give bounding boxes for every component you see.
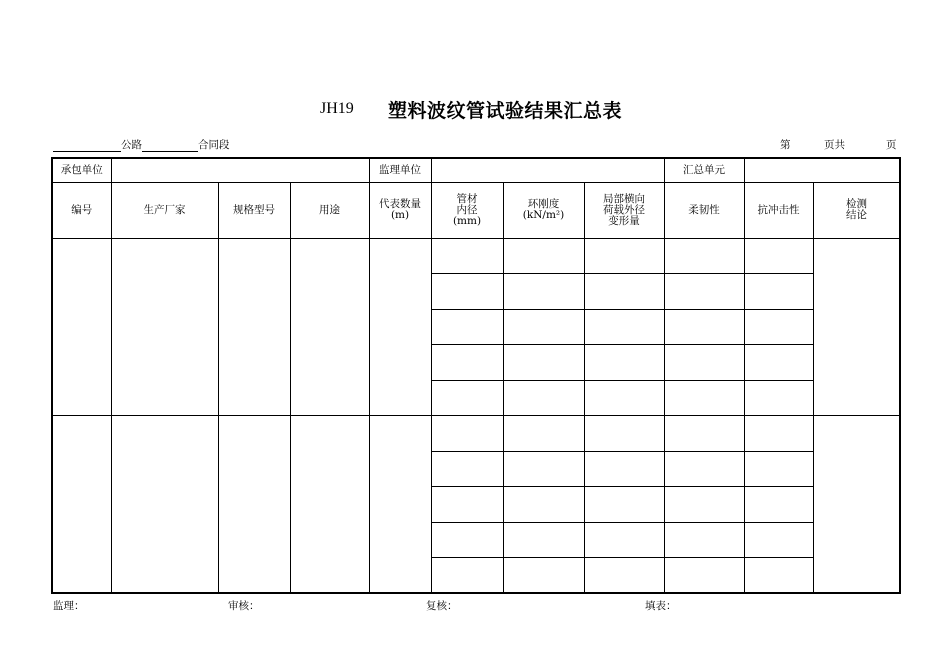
cell[interactable] — [584, 522, 664, 557]
road-label: 公路 — [121, 139, 142, 151]
cell[interactable] — [584, 238, 664, 273]
cell[interactable] — [744, 309, 813, 344]
cell[interactable] — [584, 344, 664, 380]
footer-recheck: 复核： — [426, 600, 458, 612]
cell[interactable] — [664, 380, 744, 415]
cell[interactable] — [744, 415, 813, 451]
contract-label: 合同段 — [198, 139, 230, 151]
cell[interactable] — [584, 273, 664, 309]
cell-result[interactable] — [813, 238, 900, 415]
col-use: 用途 — [290, 182, 369, 238]
cell-result[interactable] — [813, 415, 900, 593]
page-ye: 页 — [886, 139, 897, 151]
cell-spec[interactable] — [218, 415, 290, 593]
contractor-value[interactable] — [111, 158, 369, 182]
cell[interactable] — [744, 238, 813, 273]
cell[interactable] — [431, 380, 503, 415]
col-flexibility: 柔韧性 — [664, 182, 744, 238]
cell[interactable] — [503, 451, 584, 486]
cell-maker[interactable] — [111, 238, 218, 415]
cell[interactable] — [431, 415, 503, 451]
cell[interactable] — [503, 415, 584, 451]
table-row — [52, 238, 900, 273]
document-title — [0, 96, 950, 126]
cell[interactable] — [744, 486, 813, 522]
form-title: 塑料波纹管试验结果汇总表 — [388, 100, 623, 122]
form-code: JH19 — [320, 100, 354, 117]
col-deformation: 局部横向 荷载外径 变形量 — [584, 182, 664, 238]
cell[interactable] — [584, 380, 664, 415]
cell[interactable] — [584, 557, 664, 593]
cell[interactable] — [664, 273, 744, 309]
cell-use[interactable] — [290, 238, 369, 415]
col-result: 检测 结论 — [813, 182, 900, 238]
table-row — [52, 415, 900, 451]
contract-blank[interactable] — [142, 140, 198, 152]
cell-quantity[interactable] — [369, 238, 431, 415]
cell[interactable] — [744, 451, 813, 486]
supervisor-label: 监理单位 — [369, 158, 431, 182]
cell[interactable] — [431, 273, 503, 309]
cell[interactable] — [503, 380, 584, 415]
cell[interactable] — [431, 486, 503, 522]
cell[interactable] — [503, 486, 584, 522]
cell[interactable] — [503, 522, 584, 557]
cell-spec[interactable] — [218, 238, 290, 415]
cell[interactable] — [744, 344, 813, 380]
col-num: 编号 — [52, 182, 111, 238]
cell[interactable] — [431, 309, 503, 344]
cell[interactable] — [431, 522, 503, 557]
page-gong: 页共 — [824, 139, 845, 151]
col-impact: 抗冲击性 — [744, 182, 813, 238]
info-row — [52, 158, 900, 182]
cell[interactable] — [584, 451, 664, 486]
cell[interactable] — [503, 344, 584, 380]
cell-use[interactable] — [290, 415, 369, 593]
cell-maker[interactable] — [111, 415, 218, 593]
cell[interactable] — [744, 522, 813, 557]
col-maker: 生产厂家 — [111, 182, 218, 238]
cell[interactable] — [431, 451, 503, 486]
col-inner-diameter: 管材 内径 (mm) — [431, 182, 503, 238]
footer-review: 审核： — [228, 600, 260, 612]
cell[interactable] — [584, 415, 664, 451]
col-ring-stiffness: 环刚度 (kN/m²) — [503, 182, 584, 238]
cell[interactable] — [664, 451, 744, 486]
cell[interactable] — [664, 415, 744, 451]
cell[interactable] — [503, 557, 584, 593]
summary-unit-label: 汇总单元 — [664, 158, 744, 182]
page-di: 第 — [780, 139, 791, 151]
col-spec: 规格型号 — [218, 182, 290, 238]
cell[interactable] — [664, 522, 744, 557]
cell-num[interactable] — [52, 415, 111, 593]
cell-num[interactable] — [52, 238, 111, 415]
road-contract-line — [53, 137, 230, 152]
cell[interactable] — [664, 486, 744, 522]
col-quantity: 代表数量 (m) — [369, 182, 431, 238]
supervisor-value[interactable] — [431, 158, 664, 182]
cell[interactable] — [584, 486, 664, 522]
summary-unit-value[interactable] — [744, 158, 900, 182]
cell[interactable] — [584, 309, 664, 344]
contractor-label: 承包单位 — [52, 158, 111, 182]
footer-supervision: 监理： — [53, 600, 85, 612]
summary-table — [51, 157, 901, 594]
cell[interactable] — [664, 344, 744, 380]
footer-filler: 填表： — [645, 600, 677, 612]
cell[interactable] — [744, 273, 813, 309]
road-blank[interactable] — [53, 140, 121, 152]
cell[interactable] — [431, 238, 503, 273]
cell[interactable] — [744, 380, 813, 415]
cell[interactable] — [503, 238, 584, 273]
cell-quantity[interactable] — [369, 415, 431, 593]
column-header-row — [52, 182, 900, 238]
cell[interactable] — [664, 238, 744, 273]
cell[interactable] — [664, 557, 744, 593]
cell[interactable] — [503, 309, 584, 344]
cell[interactable] — [431, 344, 503, 380]
cell[interactable] — [664, 309, 744, 344]
cell[interactable] — [431, 557, 503, 593]
cell[interactable] — [744, 557, 813, 593]
cell[interactable] — [503, 273, 584, 309]
